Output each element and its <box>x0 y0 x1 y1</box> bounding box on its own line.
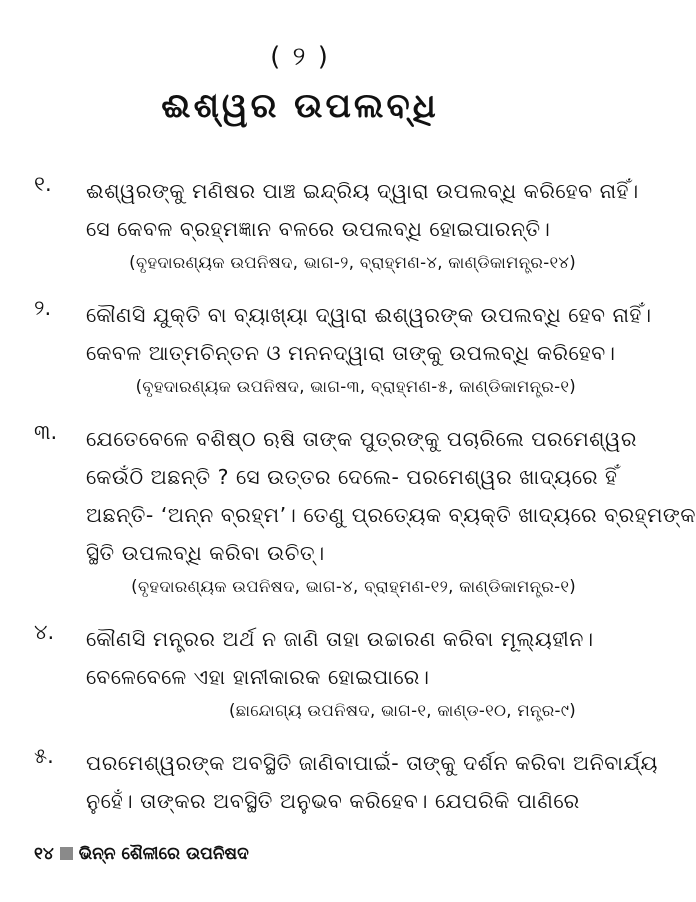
entry-text-line: କୌଣସି ଯୁକ୍ତି ବା ବ୍ୟାଖ୍ୟା ଦ୍ୱାରା ଈଶ୍ୱରଙ୍କ ଉପଲବ୍ଧି ହେବ ନାହିଁ। <box>86 303 652 327</box>
entry-reference: (ବୃହଦାରଣ୍ୟକ ଉପନିଷଦ, ଭାଗ-୩, ବ୍ରାହ୍ମଣ-୫, କାଣ୍ଡିକାମନ୍ତ୍ର-୧) <box>135 377 576 396</box>
entry-text-line: ଅଛନ୍ତି- ‘ଅନ୍ନ ବ୍ରହ୍ମ’। ତେଣୁ ପ୍ରତ୍ୟେକ ବ୍ୟକ୍ତି ଖାଦ୍ୟରେ ବ୍ରହ୍ମଙ୍କ <box>86 503 696 527</box>
entry-text-line: କେଉଁଠି ଅଛନ୍ତି ? ସେ ଉତ୍ତର ଦେଲେ- ପରମେଶ୍ୱର ଖାଦ୍ୟରେ ହିଁ <box>86 465 618 489</box>
entry-number: ୪. <box>34 620 55 644</box>
footer-book-title: ଭିନ୍ନ ଶୈଳୀରେ ଉପନିଷଦ <box>78 844 249 864</box>
entry-text-line: ସ୍ଥିତି ଉପଲବ୍ଧି କରିବା ଉଚିତ୍। <box>86 541 325 565</box>
entry-1 <box>34 172 639 278</box>
entry-text-line: କୌଣସି ମନ୍ତ୍ରର ଅର୍ଥ ନ ଜାଣି ତାହା ଉଚ୍ଚାରଣ କରିବା ମୂଲ୍ୟହୀନ। <box>86 627 594 651</box>
entry-number: ୧. <box>34 172 52 196</box>
footer-page-number: ୧୪ <box>34 844 54 864</box>
square-bullet-icon <box>60 847 73 860</box>
entry-number: ୫. <box>34 744 54 768</box>
entry-5 <box>34 744 658 820</box>
entry-number: ୨. <box>34 296 52 320</box>
entry-reference: (ବୃହଦାରଣ୍ୟକ ଉପନିଷଦ, ଭାଗ-୪, ବ୍ରାହ୍ମଣ-୧୨, କାଣ୍ଡିକାମନ୍ତ୍ର-୧) <box>131 577 576 596</box>
entry-text-line: ଈଶ୍ୱରଙ୍କୁ ମଣିଷର ପାଞ୍ଚ ଇନ୍ଦ୍ରିୟ ଦ୍ୱାରା ଉପଲବ୍ଧି କରିହେବ ନାହିଁ। <box>86 179 639 203</box>
entry-text-line: ଯେତେବେଳେ ବଶିଷ୍ଠ ଋଷି ତାଙ୍କ ପୁତ୍ରଙ୍କୁ ପଚାରିଲେ ପରମେଶ୍ୱର <box>86 427 637 451</box>
entry-list <box>34 172 696 838</box>
chapter-title: ଈଶ୍ୱର ଉପଲବ୍ଧି <box>161 86 439 126</box>
chapter-number: ( ୨ ) <box>270 42 330 72</box>
entry-text-line: ବେଳେବେଳେ ଏହା ହାନୀକାରକ ହୋଇପାରେ। <box>86 665 430 689</box>
entry-text-line: ପରମେଶ୍ୱରଙ୍କ ଅବସ୍ଥିତି ଜାଣିବାପାଇଁ- ତାଙ୍କୁ ଦର୍ଶନ କରିବା ଅନିବାର୍ଯ୍ୟ <box>86 751 658 775</box>
entry-3 <box>34 420 696 602</box>
entry-reference: (ଛାନ୍ଦୋଗ୍ୟ ଉପନିଷଦ, ଭାଗ-୧, କାଣ୍ଡ-୧୦, ମନ୍ତ୍ର-୯) <box>229 701 576 720</box>
page-footer <box>34 844 249 864</box>
entry-text-line: ନୁହେଁ। ତାଙ୍କର ଅବସ୍ଥିତି ଅନୁଭବ କରିହେବ। ଯେପରିକି ପାଣିରେ <box>86 789 580 813</box>
entry-number: ୩. <box>34 420 58 444</box>
entry-2 <box>34 296 652 402</box>
entry-text-line: ସେ କେବଳ ବ୍ରହ୍ମଜ୍ଞାନ ବଳରେ ଉପଲବ୍ଧି ହୋଇପାରନ୍ତି। <box>86 217 551 241</box>
entry-reference: (ବୃହଦାରଣ୍ୟକ ଉପନିଷଦ, ଭାଗ-୨, ବ୍ରାହ୍ମଣ-୪, କାଣ୍ଡିକାମନ୍ତ୍ର-୧୪) <box>129 253 576 272</box>
entry-4 <box>34 620 594 726</box>
entry-text-line: କେବଳ ଆତ୍ମଚିନ୍ତନ ଓ ମନନଦ୍ୱାରା ତାଙ୍କୁ ଉପଲବ୍ଧି କରିହେବ। <box>86 341 616 365</box>
